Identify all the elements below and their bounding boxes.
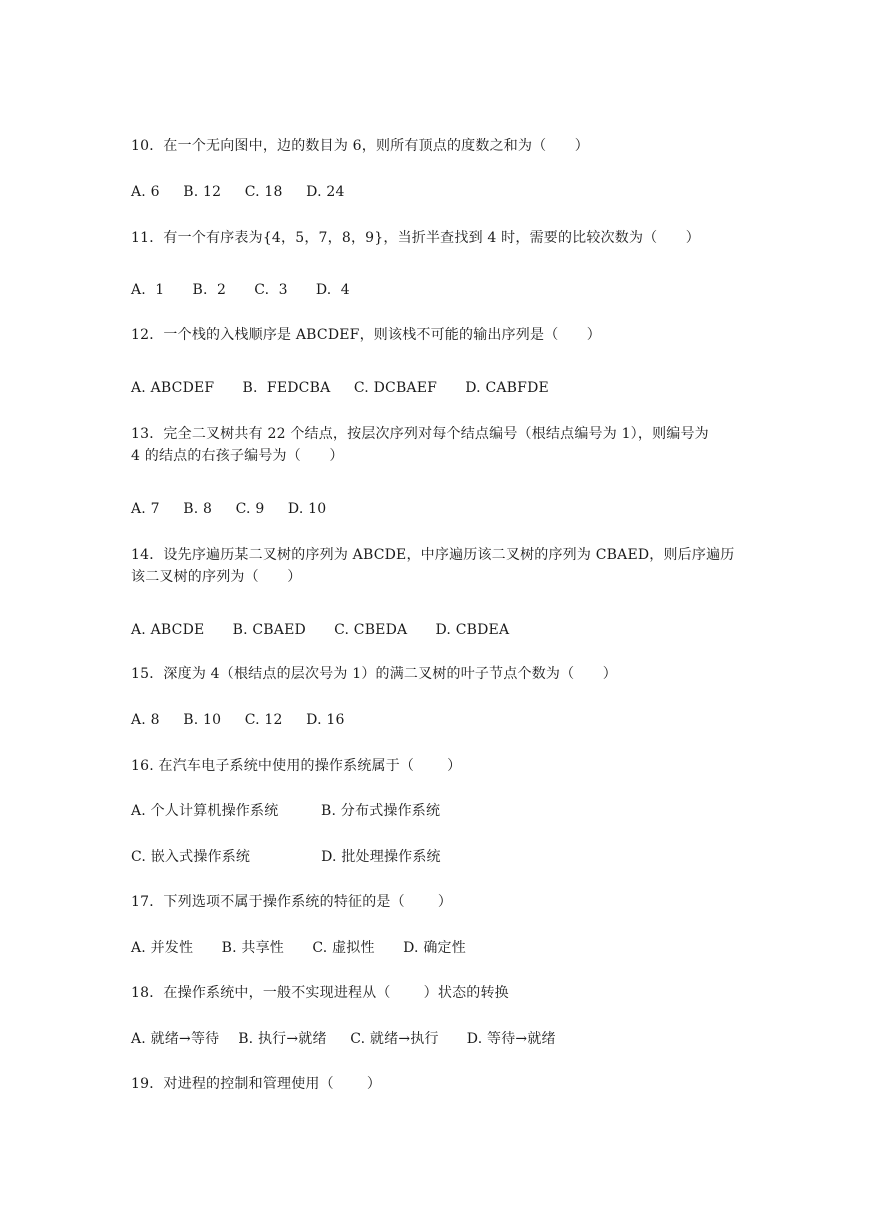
question-19-stem: 19．对进程的控制和管理使用（ ）: [131, 1076, 382, 1092]
question-11-options: A. 1 B. 2 C. 3 D. 4: [131, 282, 350, 298]
question-14-options: A. ABCDE B. CBAED C. CBEDA D. CBDEA: [131, 622, 510, 638]
question-17-options: A. 并发性 B. 共享性 C. 虚拟性 D. 确定性: [131, 940, 466, 956]
question-16-options-row-2: C. 嵌入式操作系统 D. 批处理操作系统: [131, 849, 441, 865]
question-15-stem: 15．深度为 4（根结点的层次号为 1）的满二叉树的叶子节点个数为（ ）: [131, 666, 617, 682]
question-15-options: A. 8 B. 10 C. 12 D. 16: [131, 712, 345, 728]
question-17-stem: 17．下列选项不属于操作系统的特征的是（ ）: [131, 894, 453, 910]
question-14-stem-line-2: 该二叉树的序列为（ ）: [131, 569, 302, 585]
question-12-options: A. ABCDEF B. FEDCBA C. DCBAEF D. CABFDE: [131, 380, 549, 396]
question-16-options-row-1: A. 个人计算机操作系统 B. 分布式操作系统: [131, 803, 441, 819]
question-12-stem: 12．一个栈的入栈顺序是 ABCDEF，则该栈不可能的输出序列是（ ）: [131, 327, 601, 343]
question-18-stem: 18．在操作系统中，一般不实现进程从（ ）状态的转换: [131, 985, 509, 1001]
question-13-stem-line-1: 13．完全二叉树共有 22 个结点，按层次序列对每个结点编号（根结点编号为 1），则编号为: [131, 426, 709, 442]
question-11-stem: 11．有一个有序表为{4，5，7，8，9}，当折半查找到 4 时，需要的比较次数为（ ）: [131, 230, 700, 246]
question-18-options: A. 就绪→等待 B. 执行→就绪 C. 就绪→执行 D. 等待→就绪: [131, 1031, 556, 1047]
question-10-stem: 10．在一个无向图中，边的数目为 6，则所有顶点的度数之和为（ ）: [131, 138, 589, 154]
question-14-stem-line-1: 14．设先序遍历某二叉树的序列为 ABCDE，中序遍历该二叉树的序列为 CBAED，则后序遍历: [131, 547, 735, 563]
question-13-options: A. 7 B. 8 C. 9 D. 10: [131, 501, 327, 517]
question-10-options: A. 6 B. 12 C. 18 D. 24: [131, 184, 345, 200]
question-13-stem-line-2: 4 的结点的右孩子编号为（ ）: [131, 448, 344, 464]
question-16-stem: 16. 在汽车电子系统中使用的操作系统属于（ ）: [131, 758, 462, 774]
